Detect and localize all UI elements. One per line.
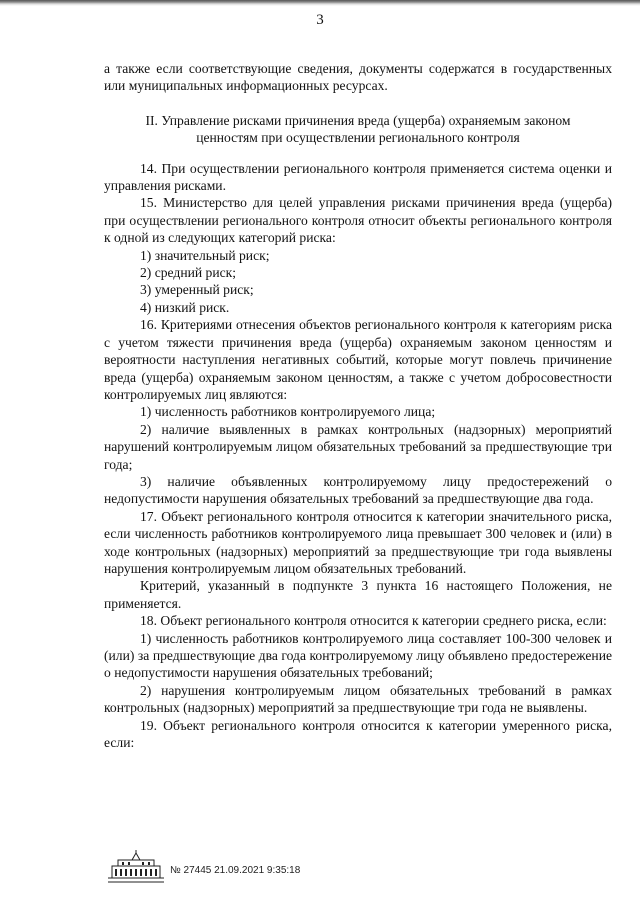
- paragraph: 15. Министерство для целей управления рисками причинения вреда (ущерба) при осуществлении регионального контроля относит объекты регионального контроля к одной из следующих категорий риска:: [104, 195, 612, 246]
- paragraph: 16. Критериями отнесения объектов регионального контроля к категориям риска с учетом тяжести причинения вреда (ущерба) охраняемым законом ценностям и вероятности наступления негативных событий, которые могут повлечь причинение вреда (ущерба) охраняемым законом ценностям, а также с учетом добросовестности контролируемых лиц являются:: [104, 317, 612, 402]
- page-number: 3: [316, 12, 324, 28]
- list-item: 1) значительный риск;: [140, 247, 270, 263]
- paragraph: 14. При осуществлении регионального контроля применяется система оценки и управления рисками.: [104, 160, 612, 194]
- list-item: 2) нарушения контролируемым лицом обязательных требований в рамках контрольных (надзорных) мероприятий за предшествующие три года не выявлены.: [104, 682, 612, 716]
- paragraph: Критерий, указанный в подпункте 3 пункта 16 настоящего Положения, не применяется.: [104, 578, 612, 611]
- list-item: 3) наличие объявленных контролируемому лицу предостережений о недопустимости нарушения обязательных требований за предшествующие два года.: [104, 473, 612, 507]
- paragraph: 17. Объект регионального контроля относится к категории значительного риска, если численность работников контролируемого лица превышает 300 человек и (или) в ходе контрольных (надзорных) мероприятий за предшествующие три года выявлены нарушения контролируемым лицом обязательных требований.: [104, 508, 612, 576]
- government-building-icon: [104, 848, 168, 886]
- list-item: 1) численность работников контролируемого лица составляет 100-300 человек и (или) за предшествующие два года контролируемому лицу объявлено предостережение о недопустимости нарушения обязательных требований;: [104, 630, 612, 681]
- list-item: 3) умеренный риск;: [140, 282, 254, 298]
- scan-edge: [0, 0, 640, 6]
- paragraph: 19. Объект регионального контроля относится к категории умеренного риска, если:: [104, 717, 612, 751]
- list-item: 2) наличие выявленных в рамках контрольных (надзорных) мероприятий нарушений контролируемым лицом обязательных требований за предшествующие три года;: [104, 421, 612, 472]
- paragraph: а также если соответствующие сведения, документы содержатся в государственных или муниципальных информационных ресурсах.: [104, 61, 612, 94]
- registration-stamp: № 27445 21.09.2021 9:35:18: [170, 865, 301, 876]
- document-body: [104, 60, 612, 751]
- paragraph: 18. Объект регионального контроля относится к категории среднего риска, если:: [140, 613, 607, 629]
- list-item: 1) численность работников контролируемого лица;: [140, 404, 436, 420]
- list-item: 2) средний риск;: [140, 265, 237, 281]
- list-item: 4) низкий риск.: [140, 299, 230, 315]
- document-footer: [104, 838, 612, 898]
- section-heading: II. Управление рисками причинения вреда (ущерба) охраняемым законом ценностям при осуществлении регионального контроля: [145, 112, 571, 146]
